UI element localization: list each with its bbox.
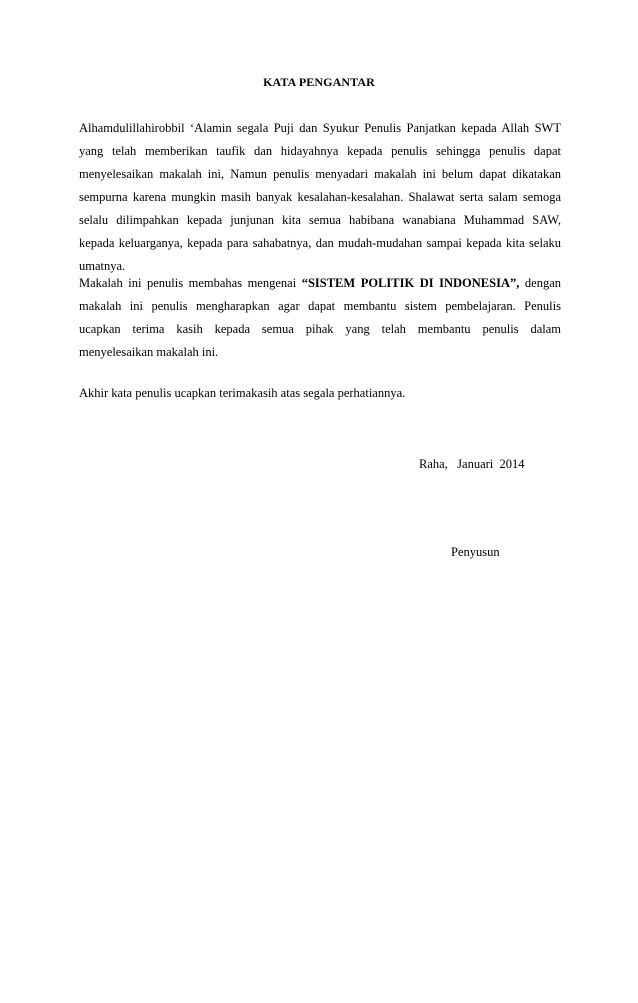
paragraph-line: Alhamdulillahirobbil ‘Alamin segala Puji dan Syukur Penulis Panjatkan kepada Allah SWT <box>79 121 561 135</box>
paragraph-closing <box>79 382 561 405</box>
paragraph-line: kepada keluarganya, kepada para sahabatnya, dan mudah-mudahan sampai kepada kita selaku <box>79 236 561 250</box>
paragraph-line: menyelesaikan makalah ini. <box>79 345 219 359</box>
place-date: Raha, Januari 2014 <box>419 457 525 471</box>
paragraph-line: ucapkan terima kasih kepada semua pihak yang telah membantu penulis dalam <box>79 322 561 336</box>
paragraph-line: selalu dilimpahkan kepada junjunan kita semua habibana wanabiana Muhammad SAW, <box>79 213 561 227</box>
paragraph-line: yang telah memberikan taufik dan hidayahnya kepada penulis sehingga penulis dapat <box>79 144 561 158</box>
paragraph-intro <box>79 117 561 278</box>
topic-suffix: dengan <box>524 276 562 290</box>
author-signature: Penyusun <box>451 545 500 559</box>
paragraph-line-topic <box>79 272 561 295</box>
paragraph-line: menyelesaikan makalah ini, Namun penulis menyadari makalah ini belum dapat dikatakan <box>79 167 561 181</box>
topic-title: “SISTEM POLITIK DI INDONESIA”, <box>301 276 520 290</box>
topic-prefix: Makalah ini penulis membahas mengenai <box>79 276 297 290</box>
paragraph-line: umatnya. <box>79 259 126 273</box>
paragraph-line: makalah ini penulis mengharapkan agar dapat membantu sistem pembelajaran. Penulis <box>79 299 561 313</box>
paragraph-line: sempurna karena mungkin masih banyak kesalahan-kesalahan. Shalawat serta salam semoga <box>79 190 561 204</box>
closing-line: Akhir kata penulis ucapkan terimakasih atas segala perhatiannya. <box>79 386 406 400</box>
paragraph-topic <box>79 272 561 364</box>
page-title: KATA PENGANTAR <box>263 75 375 89</box>
